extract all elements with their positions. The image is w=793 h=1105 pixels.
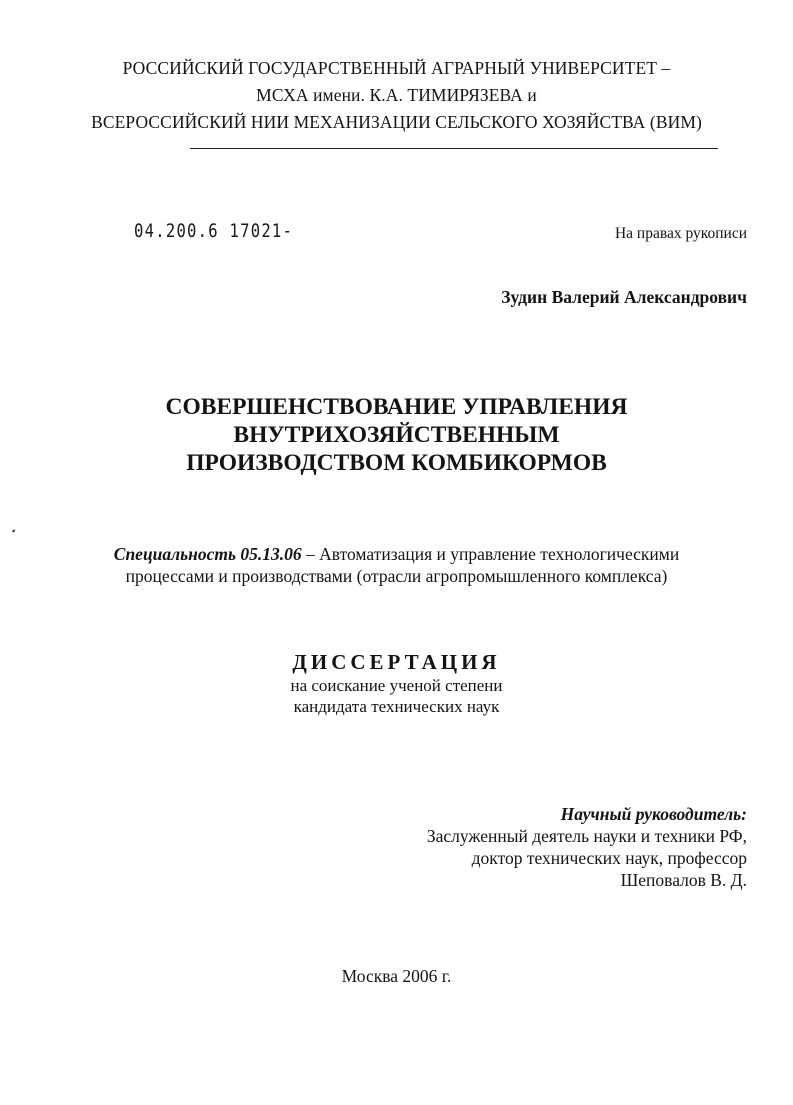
city-year: Москва 2006 г. <box>341 966 452 986</box>
degree-line-2: кандидата технических наук <box>293 697 500 716</box>
degree-line-1: на соискание ученой степени <box>290 676 503 695</box>
supervisor-line-2: доктор технических наук, профессор <box>471 848 747 868</box>
header-institution-line-1: РОССИЙСКИЙ ГОСУДАРСТВЕННЫЙ АГРАРНЫЙ УНИВЕРСИТЕТ – <box>122 58 671 78</box>
title-line-2: ВНУТРИХОЗЯЙСТВЕННЫМ <box>233 422 560 448</box>
author-name: Зудин Валерий Александрович <box>501 287 747 307</box>
dissertation-heading: ДИССЕРТАЦИЯ <box>292 650 501 674</box>
manuscript-rights-note: На правах рукописи <box>614 225 747 242</box>
supervisor-label: Научный руководитель: <box>560 804 747 824</box>
scan-mark <box>12 529 15 532</box>
title-line-3: ПРОИЗВОДСТВОМ КОМБИКОРМОВ <box>186 450 607 476</box>
specialty-label: Специальность 05.13.06 <box>113 544 302 564</box>
specialty-line-1 <box>0 543 793 565</box>
header-institution-line-3: ВСЕРОССИЙСКИЙ НИИ МЕХАНИЗАЦИИ СЕЛЬСКОГО ХОЗЯЙСТВА (ВИМ) <box>91 112 702 132</box>
supervisor-name: Шеповалов В. Д. <box>620 870 747 890</box>
library-stamp-number: 04.200.6 17021- <box>134 220 294 242</box>
specialty-line-2: процессами и производствами (отрасли агропромышленного комплекса) <box>125 566 668 586</box>
title-line-1: СОВЕРШЕНСТВОВАНИЕ УПРАВЛЕНИЯ <box>165 394 628 420</box>
supervisor-line-1: Заслуженный деятель науки и техники РФ, <box>426 826 747 846</box>
header-institution-line-2: МСХА имени. К.А. ТИМИРЯЗЕВА и <box>256 85 537 105</box>
header-divider <box>190 148 718 149</box>
specialty-text-1: – Автоматизация и управление технологическими <box>301 544 680 564</box>
